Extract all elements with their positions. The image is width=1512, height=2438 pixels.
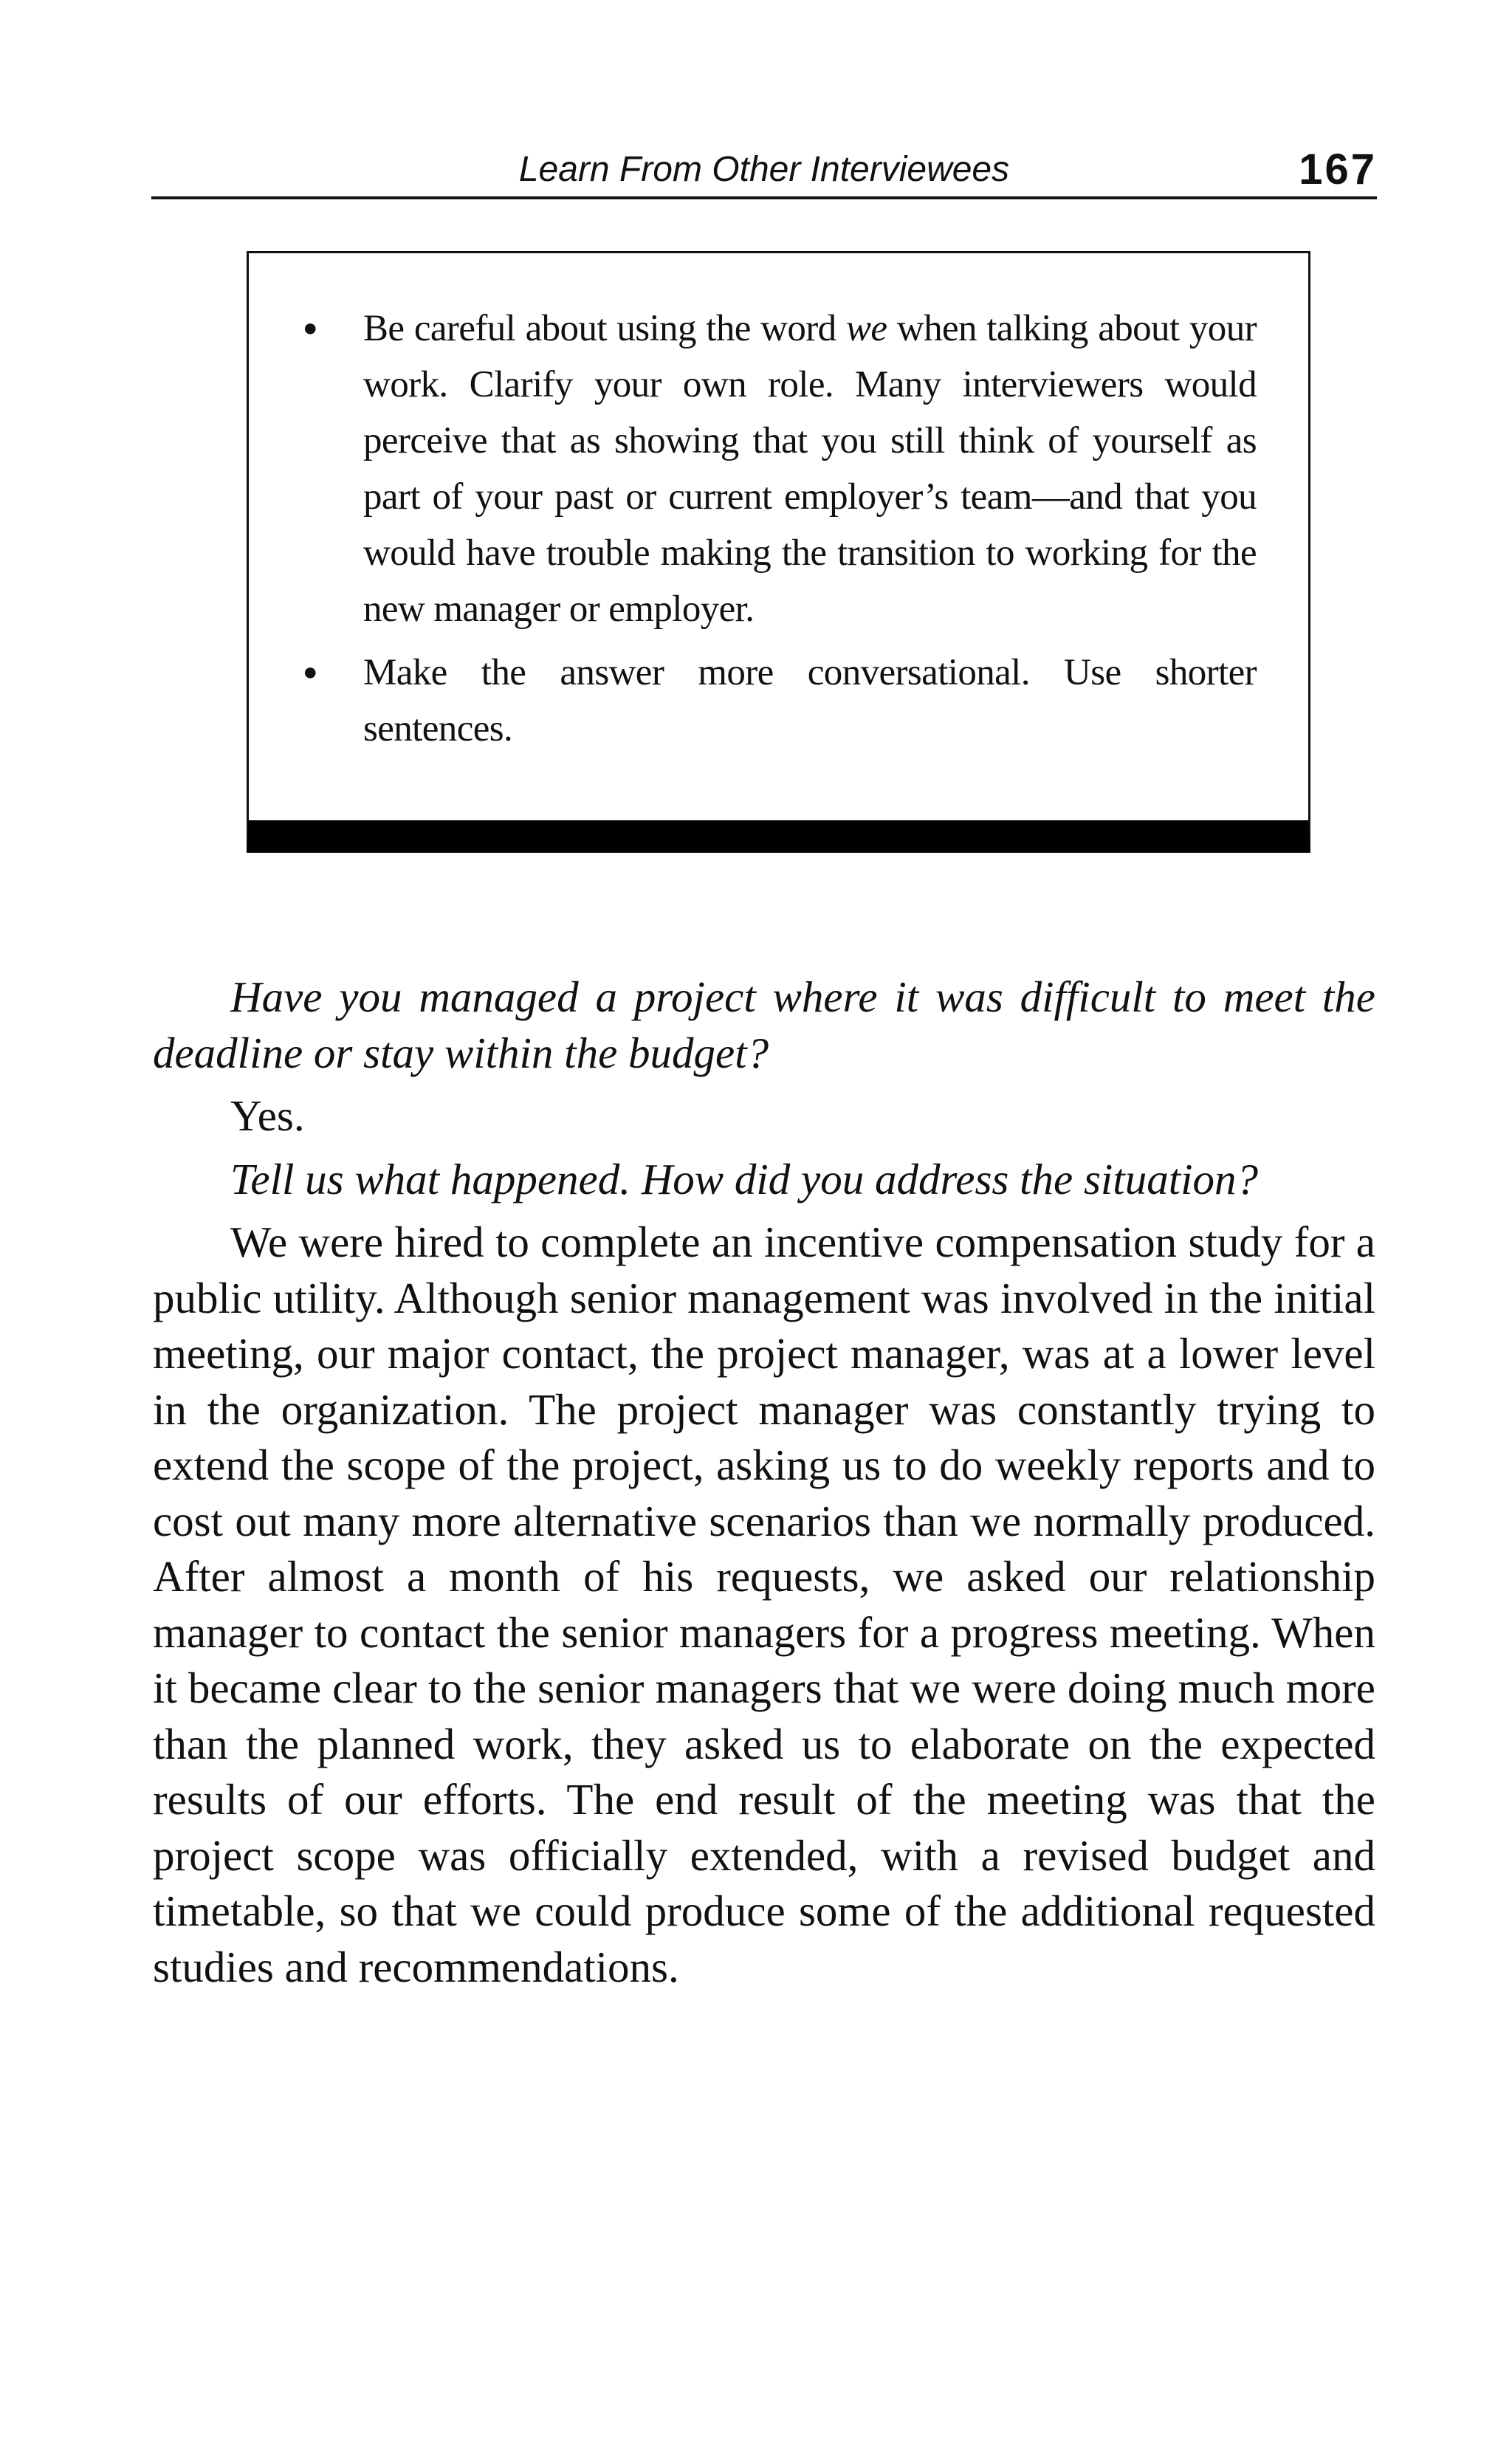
tip-box	[247, 251, 1310, 853]
interview-question: Have you managed a project where it was difficult to meet the deadline or stay within the budget?	[153, 972, 1375, 1077]
interview-answer: Yes.	[230, 1091, 305, 1140]
main-text	[153, 969, 1375, 2002]
bullet-emphasis: we	[846, 308, 887, 349]
bullet-text-continued: when talking about your work. Clarify your own role. Many interviewers would perceive that as showing that you still think of yourself as part of your past or current employer’s team—and that you would have trouble making the transition to working for the new manager or employer.	[363, 308, 1257, 630]
tip-bullet-item	[363, 301, 1257, 637]
tip-bullet-list	[363, 301, 1257, 764]
bullet-text: Be careful about using the word	[363, 308, 846, 349]
interview-answer: We were hired to complete an incentive compensation study for a public utility. Although senior management was involved in the initial meeting, our major contact, the project manager, was at a lower level in the organization. The project manager was constantly trying to extend the scope of the project, asking us to do weekly reports and to cost out many more alternative scenarios than we normally produced. After almost a month of his requests, we asked our relationship manager to contact the senior managers for a progress meeting. When it became clear to the senior managers that we were doing much more than the planned work, they asked us to elaborate on the expected results of our efforts. The end result of the meeting was that the project scope was officially extended, with a revised budget and timetable, so that we could produce some of the additional requested studies and recommendations.	[153, 1218, 1375, 1991]
bullet-text: Make the answer more conversational. Use shorter sentences.	[363, 652, 1257, 749]
page-number: 167	[1299, 145, 1377, 193]
interview-question: Tell us what happened. How did you address the situation?	[230, 1154, 1258, 1203]
tip-bullet-item	[363, 645, 1257, 757]
running-title: Learn From Other Interviewees	[518, 150, 1010, 189]
running-header	[151, 145, 1377, 199]
